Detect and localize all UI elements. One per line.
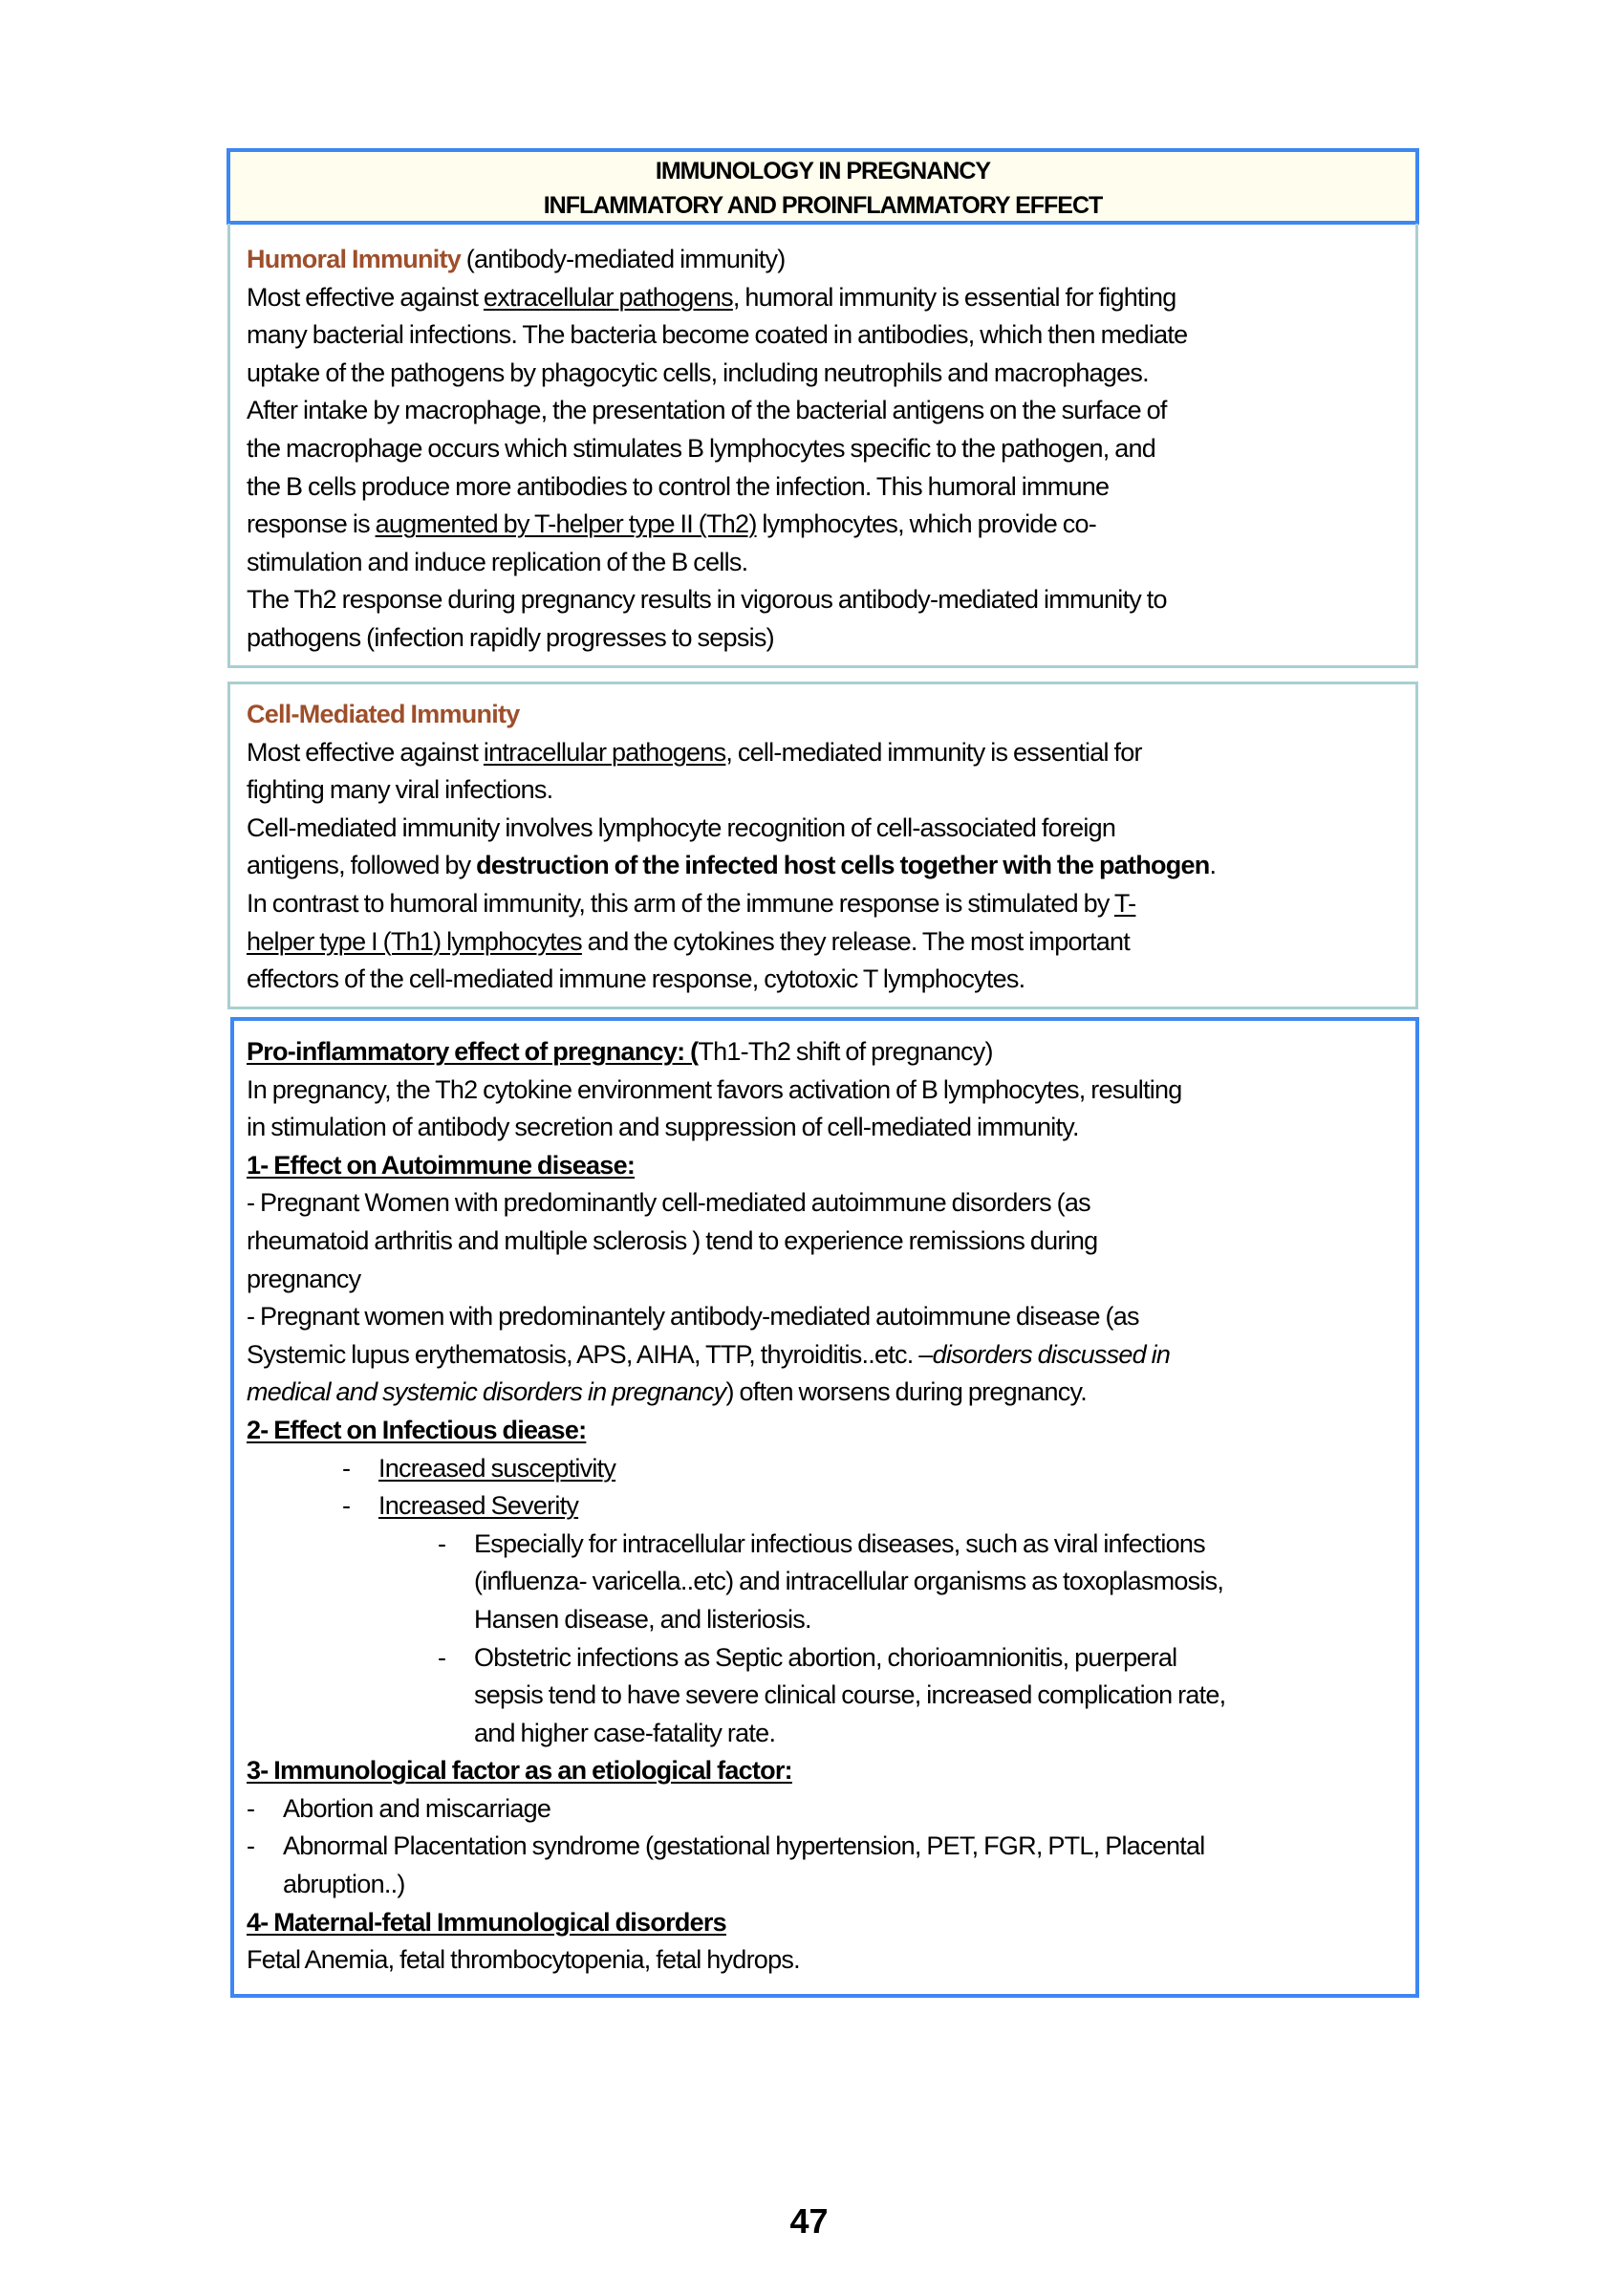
- paragraph-line: [247, 885, 1414, 923]
- section-heading-infectious: 2- Effect on Infectious diease:: [247, 1415, 587, 1444]
- list-item-text: Increased susceptivity: [378, 1453, 616, 1483]
- humoral-heading-suffix: (antibody-mediated immunity): [465, 245, 786, 273]
- paragraph-line: [247, 1374, 1414, 1412]
- paragraph-line: fighting many viral infections.: [247, 775, 553, 805]
- paragraph-line: rheumatoid arthritis and multiple sclerosis ) tend to experience remissions during: [247, 1225, 1098, 1255]
- list-item-continuation: and higher case-fatality rate.: [474, 1718, 776, 1747]
- paragraph-line: In pregnancy, the Th2 cytokine environment favors activation of B lymphocytes, resulting: [247, 1074, 1182, 1104]
- paragraph-line: [247, 923, 1414, 962]
- text-run: , cell-mediated immunity is essential for: [725, 737, 1142, 767]
- list-item: [247, 1450, 1414, 1488]
- paragraph-line: After intake by macrophage, the presentation of the bacterial antigens on the surface of: [247, 396, 1167, 425]
- paragraph-line: The Th2 response during pregnancy results in vigorous antibody-mediated immunity to: [247, 585, 1167, 615]
- list-item-text: Abortion and miscarriage: [283, 1793, 551, 1823]
- section-heading-maternal-fetal: 4- Maternal-fetal Immunological disorders: [247, 1907, 726, 1937]
- paragraph-line: uptake of the pathogens by phagocytic cells, including neutrophils and macrophages.: [247, 357, 1149, 387]
- paragraph-line: Cell-mediated immunity involves lymphocyte recognition of cell-associated foreign: [247, 812, 1116, 842]
- page-number: 47: [789, 2201, 829, 2241]
- sub-list-item: [247, 1526, 1414, 1564]
- paragraph-line: the macrophage occurs which stimulates B lymphocytes specific to the pathogen, and: [247, 433, 1156, 463]
- bullet-dash: -: [342, 1491, 351, 1521]
- paragraph-line: effectors of the cell-mediated immune response, cytotoxic T lymphocytes.: [247, 964, 1025, 994]
- paragraph-line: [247, 734, 1414, 772]
- text-run: lymphocytes, which provide co-: [756, 509, 1096, 539]
- bullet-dash: -: [438, 1642, 446, 1672]
- text-run: antigens, followed by: [247, 851, 477, 880]
- humoral-heading: Humoral Immunity: [247, 245, 462, 273]
- text-run: .: [1209, 851, 1217, 880]
- title-line-2: INFLAMMATORY AND PROINFLAMMATORY EFFECT: [543, 192, 1103, 219]
- paragraph-line: pathogens (infection rapidly progresses to sepsis): [247, 622, 774, 652]
- proinflammatory-heading: Pro-inflammatory effect of pregnancy: (: [247, 1037, 699, 1066]
- underlined-term: extracellular pathogens: [483, 282, 733, 312]
- cell-mediated-immunity-text: [247, 696, 1414, 999]
- proinflammatory-heading-suffix: Th1-Th2 shift of pregnancy): [698, 1037, 993, 1066]
- paragraph-line: [247, 847, 1414, 885]
- text-run: Most effective against: [247, 282, 484, 312]
- list-item-text: Increased Severity: [378, 1491, 579, 1521]
- text-run: and the cytokines they release. The most important: [581, 926, 1130, 956]
- list-item-continuation: Hansen disease, and listeriosis.: [474, 1604, 811, 1634]
- list-item: [247, 1828, 1414, 1866]
- paragraph-line: - Pregnant women with predominantely antibody-mediated autoimmune disease (as: [247, 1302, 1139, 1332]
- bullet-dash: -: [247, 1793, 255, 1823]
- humoral-immunity-text: [247, 241, 1414, 658]
- list-item-text: Especially for intracellular infectious diseases, such as viral infections: [474, 1528, 1205, 1558]
- text-run: In contrast to humoral immunity, this arm of the immune response is stimulated by: [247, 888, 1114, 918]
- text-run: , humoral immunity is essential for fighting: [732, 282, 1176, 312]
- list-item-text: Obstetric infections as Septic abortion, chorioamnionitis, puerperal: [474, 1642, 1177, 1672]
- underlined-term: augmented by T-helper type II (Th2): [375, 509, 757, 539]
- list-item: [247, 1487, 1414, 1526]
- section-heading-etiological: 3- Immunological factor as an etiological factor:: [247, 1756, 792, 1786]
- text-run: Most effective against: [247, 737, 484, 767]
- title-banner: [227, 148, 1419, 225]
- italic-phrase: medical and systemic disorders in pregnancy: [247, 1377, 726, 1407]
- paragraph-line: the B cells produce more antibodies to control the infection. This humoral immune: [247, 471, 1110, 501]
- paragraph-line: [247, 506, 1414, 544]
- section-heading-autoimmune: 1- Effect on Autoimmune disease:: [247, 1150, 636, 1180]
- cell-mediated-heading: Cell-Mediated Immunity: [247, 700, 520, 728]
- paragraph-line: in stimulation of antibody secretion and suppression of cell-mediated immunity.: [247, 1113, 1079, 1142]
- title-line-1: IMMUNOLOGY IN PREGNANCY: [655, 158, 991, 184]
- sub-list-item: [247, 1639, 1414, 1678]
- underlined-term: intracellular pathogens: [483, 737, 726, 767]
- bold-phrase: destruction of the infected host cells together with the pathogen: [476, 851, 1210, 880]
- list-item-text: Abnormal Placentation syndrome (gestational hypertension, PET, FGR, PTL, Placental: [283, 1831, 1205, 1861]
- text-run: response is: [247, 509, 376, 539]
- paragraph-line: many bacterial infections. The bacteria become coated in antibodies, which then mediate: [247, 320, 1188, 350]
- paragraph-line: stimulation and induce replication of the B cells.: [247, 547, 748, 576]
- list-item-continuation: abruption..): [283, 1870, 405, 1899]
- bullet-dash: -: [247, 1831, 255, 1861]
- list-item-continuation: sepsis tend to have severe clinical course, increased complication rate,: [474, 1680, 1226, 1710]
- list-item-continuation: (influenza- varicella..etc) and intracellular organisms as toxoplasmosis,: [474, 1567, 1224, 1596]
- underlined-term: helper type I (Th1) lymphocytes: [247, 926, 582, 956]
- italic-phrase: disorders discussed in: [932, 1339, 1171, 1369]
- paragraph-line: Fetal Anemia, fetal thrombocytopenia, fetal hydrops.: [247, 1945, 800, 1975]
- paragraph-line: pregnancy: [247, 1264, 361, 1293]
- underlined-term: T-: [1113, 888, 1136, 918]
- paragraph-line: [247, 279, 1414, 317]
- paragraph-line: - Pregnant Women with predominantly cell-mediated autoimmune disorders (as: [247, 1188, 1090, 1218]
- text-run: Systemic lupus erythematosis, APS, AIHA, TTP, thyroiditis..etc. –: [247, 1339, 933, 1369]
- bullet-dash: -: [438, 1528, 446, 1558]
- text-run: ) often worsens during pregnancy.: [725, 1377, 1087, 1407]
- bullet-dash: -: [342, 1453, 351, 1483]
- list-item: [247, 1790, 1414, 1829]
- paragraph-line: [247, 1336, 1414, 1375]
- proinflammatory-text: [247, 1033, 1414, 1980]
